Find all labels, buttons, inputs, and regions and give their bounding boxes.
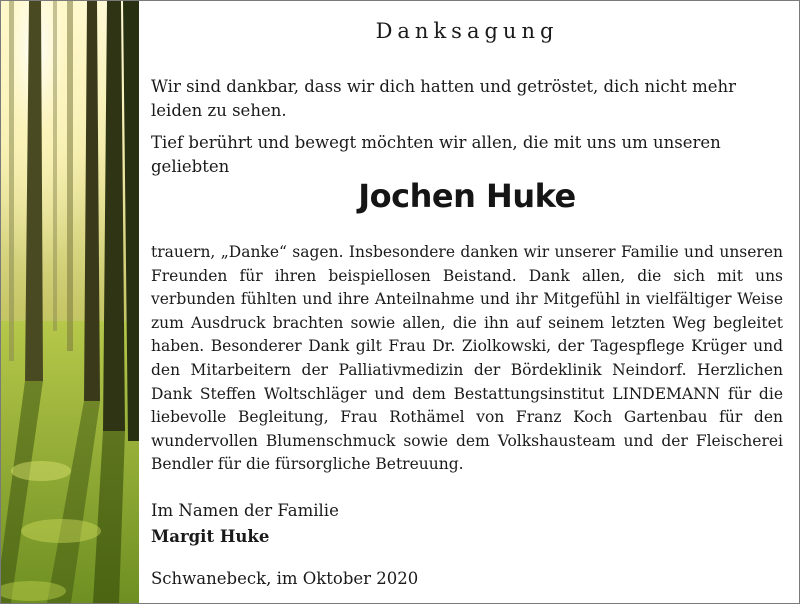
signatory-name: Margit Huke — [151, 527, 270, 546]
thanks-body: trauern, „Danke“ sagen. Insbesondere danken wir unserer Familie und unseren Freunden für ihren beispiellosen Beistand. Dank allen, die sich mit uns verbunden fühlten und ihre Anteilnahme und ihr Mitgefühl in vielfältiger Weise zum Ausdruck brachten sowie allen, die ihn auf seinem letzten Weg begleitet haben. Besonderer Dank gilt Frau Dr. Ziolkowski, der Tagespflege Krüger und den Mitarbeitern der Palliativmedizin der Bördeklinik Neindorf. Herzlichen Dank Steffen Woltschläger und dem Bestattungsinstitut LINDEMANN für die liebevolle Begleitung, Frau Rothämel von Franz Koch Gartenbau für den wundervollen Blumenschmuck sowie dem Volkshausteam und der Fleischerei Bendler für die fürsorgliche Betreuung. — [151, 243, 783, 474]
lead-in-text: Tief berührt und bewegt möchten wir allen, die mit uns um unseren geliebten — [151, 133, 721, 176]
deceased-name: Jochen Huke — [358, 177, 576, 215]
notice-content — [151, 1, 783, 603]
forest-photo — [1, 1, 139, 603]
signature-line: Im Namen der Familie — [151, 501, 339, 520]
notice-heading: Danksagung — [375, 19, 559, 43]
forest-icon — [1, 1, 139, 603]
place-date: Schwanebeck, im Oktober 2020 — [151, 569, 419, 588]
intro-text: Wir sind dankbar, dass wir dich hatten und getröstet, dich nicht mehr leiden zu sehen. — [151, 77, 737, 120]
